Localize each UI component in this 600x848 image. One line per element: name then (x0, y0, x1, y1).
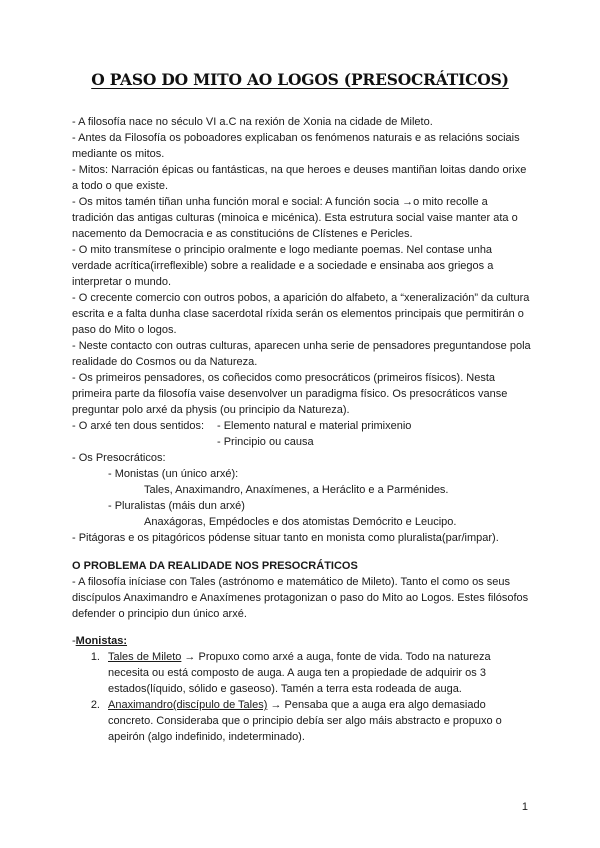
pitagoras-note: - Pitágoras e os pitagóricos pódense situar tanto en monista como pluralista(par/impar). (72, 532, 499, 544)
spacer (72, 622, 532, 633)
arxe-label: - O arxé ten dous sentidos: (72, 420, 205, 432)
philosopher-description: → Pensaba que a auga era algo demasiado concreto. Consideraba que o principio debía ser algo máis abstracto e propuxo o apeirón (algo indefinido, indeterminado). (108, 699, 502, 743)
monistas-list (72, 649, 532, 745)
arxe-senses-row (72, 418, 532, 434)
document-body (72, 114, 532, 745)
pluralistas-names: Anaxágoras, Empédocles e dos atomistas Demócrito e Leucipo. (144, 516, 457, 528)
paragraph: - Mitos: Narración épicas ou fantásticas, na que heroes e deuses mantiñan loitas dando orixe a todo o que existe. (72, 164, 527, 192)
list-number: 2. (90, 699, 100, 711)
list-text (108, 697, 532, 745)
monistas-heading-line (72, 633, 532, 649)
list-item (72, 697, 532, 745)
philosopher-name: Tales de Mileto (108, 651, 182, 663)
paragraph: - Neste contacto con outras culturas, aparecen unha serie de pensadores preguntandose pola realidade do Cosmos ou da Natureza. (72, 340, 531, 368)
paragraph: - O crecente comercio con outros pobos, a aparición do alfabeto, a “xeneralización” da cultura escrita e a falta dunha clase sacerdotal ríxida serán os elementos principais que permitirán o paso do Mito o logos. (72, 292, 530, 336)
monistas-names: Tales, Anaximandro, Anaxímenes, a Heráclito e a Parménides. (144, 484, 449, 496)
presocraticos-heading: - Os Presocráticos: (72, 452, 166, 464)
paragraph: - A filosofía nace no século VI a.C na rexión de Xonia na cidade de Mileto. (72, 116, 433, 128)
paragraph: - Os mitos tamén tiñan unha función moral e social: A función socia →o mito recolle a tradición das antigas culturas (minoica e micénica). Esta estrutura social vaise manter ata o nacemento da Democracia e as constitucións de Clístenes e Pericles. (72, 196, 518, 240)
paragraph: - A filosofía iníciase con Tales (astrónomo e matemático de Mileto). Tanto el como os seus discípulos Anaximandro e Anaxímenes protagonizan o paso do Mito ao Logos. Estes filósofos defender o principio dun único arxé. (72, 576, 529, 620)
arxe-senses-row (72, 434, 532, 450)
list-item (72, 649, 532, 697)
section-heading: O PROBLEMA DA REALIDADE NOS PRESOCRÁTICOS (72, 560, 358, 572)
arxe-sense-1: - Elemento natural e material primixenio (217, 420, 412, 432)
list-number: 1. (90, 651, 100, 663)
pluralistas-label: - Pluralistas (máis dun arxé) (108, 500, 245, 512)
arxe-sense-2: - Principio ou causa (217, 436, 314, 448)
paragraph: - Os primeiros pensadores, os coñecidos como presocráticos (primeiros físicos). Nesta primeira parte da filosofía vaise desenvolver un paradigma físico. Os presocráticos vanse preguntar polo arxé da physis (ou principio da Natureza). (72, 372, 508, 416)
monistas-label: - Monistas (un único arxé): (108, 468, 239, 480)
paragraph: - O mito transmítese o principio oralmente e logo mediante poemas. Nel contase unha verdade acrítica(irreflexible) sobre a realidade e a sociedade e ensinaba aos griegos a interpretar o mundo. (72, 244, 494, 288)
philosopher-name: Anaximandro(discípulo de Tales) (108, 699, 268, 711)
page-title: O PASO DO MITO AO LOGOS (PRESOCRÁTICOS) (91, 70, 509, 89)
monistas-heading: Monistas: (75, 635, 128, 647)
philosopher-description: → Propuxo como arxé a auga, fonte de vida. Todo na natureza necesita ou está composto de auga. A auga ten a propiedade de adquirir os 3 estados(líquido, sólido e gaseoso). Tamén a terra esta rodeada de auga. (108, 651, 491, 695)
monistas-dash: - (72, 635, 76, 647)
page-number: 1 (521, 801, 528, 813)
paragraph: - Antes da Filosofía os poboadores explicaban os fenómenos naturais e as relacións sociais mediante os mitos. (72, 132, 520, 160)
list-text (108, 649, 532, 697)
